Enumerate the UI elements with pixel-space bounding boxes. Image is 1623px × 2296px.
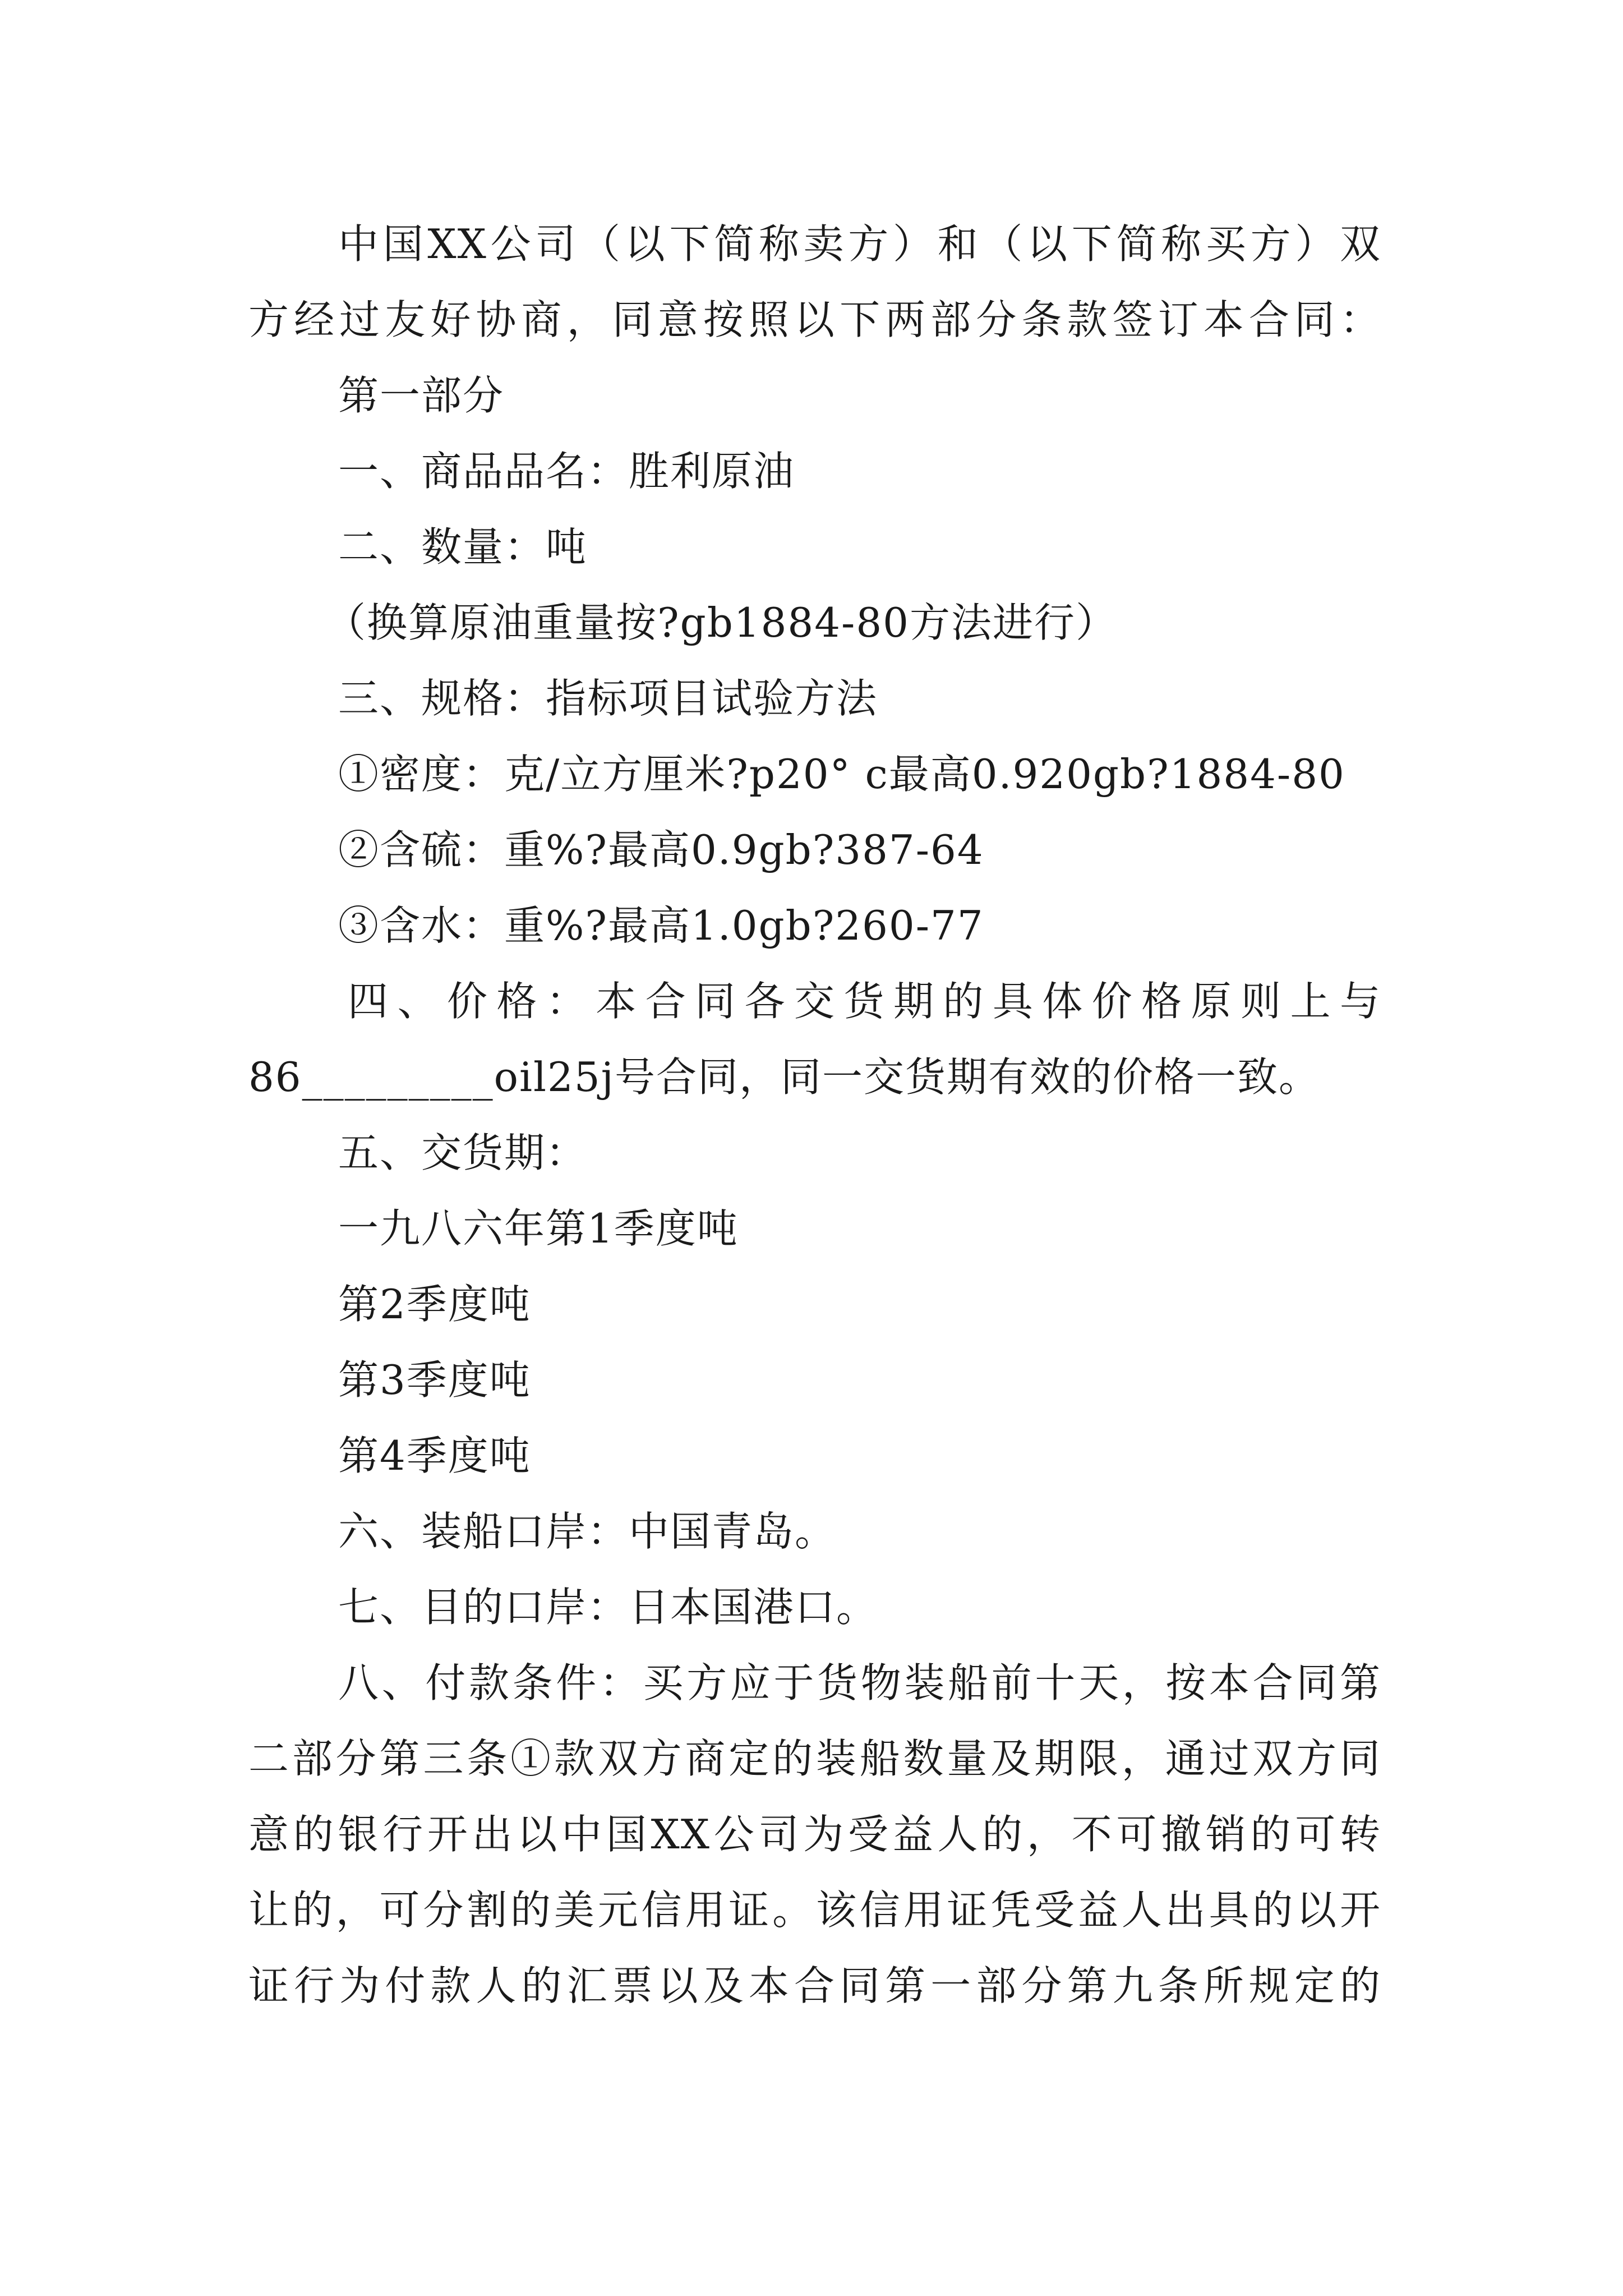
clause-loading-port: 六、装船口岸：中国青岛。	[338, 1508, 837, 1555]
clause-payment: 八、付款条件：买方应于货物装船前十天，按本合同第	[338, 1659, 1381, 1706]
delivery-q3: 第3季度吨	[338, 1356, 531, 1404]
paragraph-line: 中国XX公司（以下简称卖方）和（以下简称买方）双	[338, 220, 1381, 268]
delivery-q2: 第2季度吨	[338, 1281, 531, 1328]
clause-specification: 三、规格：指标项目试验方法	[338, 675, 878, 722]
section-heading: 第一部分	[338, 372, 505, 419]
clause-payment-continued: 证行为付款人的汇票以及本合同第一部分第九条所规定的	[248, 1962, 1381, 2009]
clause-destination-port: 七、目的口岸：日本国港口。	[338, 1584, 878, 1631]
clause-payment-continued: 二部分第三条①款双方商定的装船数量及期限，通过双方同	[248, 1735, 1381, 1782]
clause-payment-continued: 让的，可分割的美元信用证。该信用证凭受益人出具的以开	[248, 1887, 1381, 1934]
spec-density: ①密度：克/立方厘米?p20° c最高0.920gb?1884-80	[338, 751, 1345, 798]
paragraph-line: 方经过友好协商，同意按照以下两部分条款签订本合同：	[248, 296, 1381, 343]
delivery-q1: 一九八六年第1季度吨	[338, 1205, 739, 1252]
clause-product-name: 一、商品品名：胜利原油	[338, 448, 795, 495]
clause-delivery: 五、交货期：	[338, 1129, 588, 1176]
clause-price-continued: 86_________oil25j号合同，同一交货期有效的价格一致。	[248, 1053, 1320, 1101]
quantity-note: （换算原油重量按?gb1884-80方法进行）	[325, 599, 1117, 646]
clause-payment-continued: 意的银行开出以中国XX公司为受益人的，不可撤销的可转	[248, 1811, 1381, 1858]
clause-quantity: 二、数量：吨	[338, 523, 588, 570]
spec-sulfur: ②含硫：重%?最高0.9gb?387-64	[338, 826, 984, 873]
spec-water: ③含水：重%?最高1.0gb?260-77	[338, 902, 984, 949]
clause-price: 四、价格：本合同各交货期的具体价格原则上与	[348, 978, 1381, 1025]
delivery-q4: 第4季度吨	[338, 1432, 531, 1479]
